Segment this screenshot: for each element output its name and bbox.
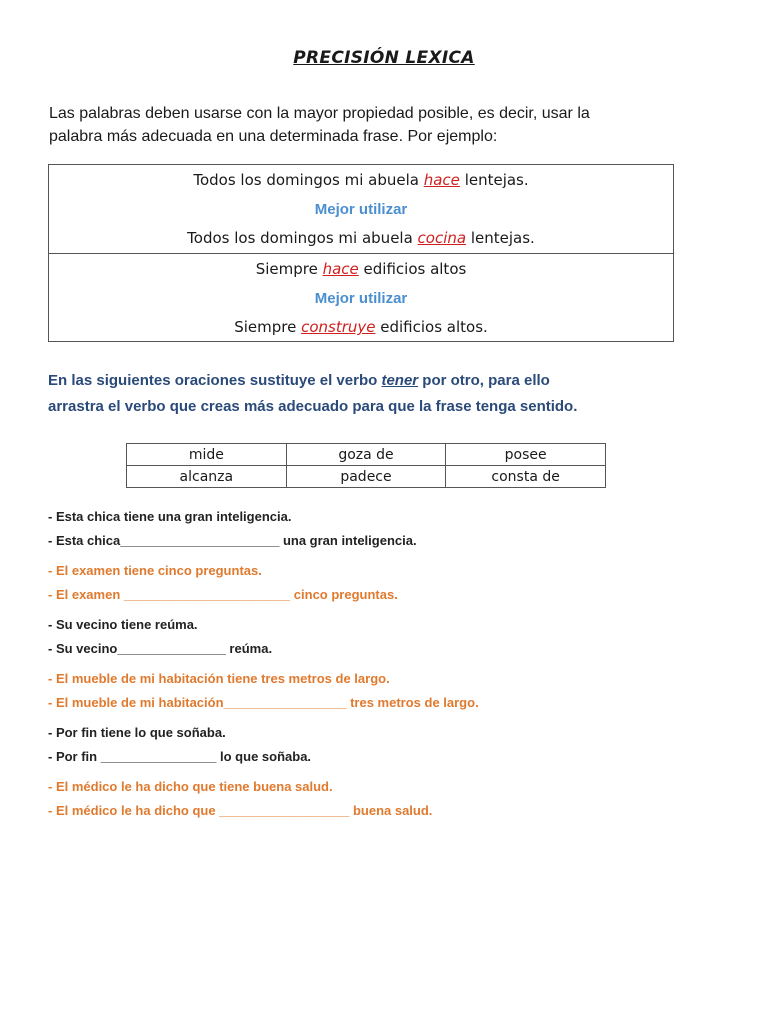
intro-paragraph <box>49 102 729 148</box>
exercise-3-original: - Su vecino tiene reúma. <box>48 617 198 632</box>
examples-box <box>48 164 674 342</box>
exercise-4-original: - El mueble de mi habitación tiene tres metros de largo. <box>48 671 390 686</box>
sentence-text: Siempre <box>255 260 323 278</box>
sentence-text: - Por fin <box>48 749 101 764</box>
example-block-1 <box>49 165 673 254</box>
sentence-text: - Esta chica <box>48 533 121 548</box>
drop-blank[interactable]: ______________________ <box>120 533 280 548</box>
example-original-sentence <box>49 165 673 195</box>
exercise-2-original: - El examen tiene cinco preguntas. <box>48 563 262 578</box>
sentence-text: reúma. <box>225 641 273 656</box>
sentence-text: edificios altos. <box>375 318 488 336</box>
sentence-text: - El examen <box>48 587 124 602</box>
instruction-text <box>48 368 728 420</box>
sentence-text: - El mueble de mi habitación <box>48 695 224 710</box>
exercise-1-fill <box>48 529 738 553</box>
example-improved-sentence <box>49 224 673 253</box>
sentence-text: Todos los domingos mi abuela <box>193 171 424 189</box>
drop-blank[interactable]: _______________ <box>117 641 226 656</box>
sentence-text: - El médico le ha dicho que <box>48 803 220 818</box>
better-label: Mejor utilizar <box>314 201 408 218</box>
sentence-text: lentejas. <box>459 171 529 189</box>
exercise-list <box>48 505 738 823</box>
highlighted-verb: hace <box>322 260 359 278</box>
instruction-part: En las siguientes oraciones sustituye el verbo <box>48 372 382 389</box>
draggable-verb-consta-de[interactable]: consta de <box>446 466 606 488</box>
exercise-2-fill <box>48 583 738 607</box>
verb-options-table <box>126 443 606 488</box>
highlighted-verb: cocina <box>417 229 467 247</box>
sentence-text: una gran inteligencia. <box>279 533 417 548</box>
verb-row <box>127 466 606 488</box>
drop-blank[interactable]: _______________________ <box>123 587 291 602</box>
draggable-verb-mide[interactable]: mide <box>127 444 287 466</box>
sentence-text: cinco preguntas. <box>290 587 398 602</box>
sentence-text: lentejas. <box>466 229 535 247</box>
highlighted-verb: hace <box>423 171 460 189</box>
intro-line-1: Las palabras deben usarse con la mayor propiedad posible, es decir, usar la <box>49 105 590 122</box>
sentence-text: tres metros de largo. <box>346 695 479 710</box>
exercise-6-original: - El médico le ha dicho que tiene buena salud. <box>48 779 333 794</box>
sentence-text: edificios altos <box>358 260 467 278</box>
instruction-part: por otro, para ello <box>418 372 550 389</box>
intro-line-2: palabra más adecuada en una determinada frase. Por ejemplo: <box>49 128 498 145</box>
page-title: PRECISIÓN LEXICA <box>293 48 475 68</box>
sentence-text: Siempre <box>234 318 302 336</box>
exercise-5-original: - Por fin tiene lo que soñaba. <box>48 725 226 740</box>
instruction-line-1 <box>48 368 728 394</box>
example-original-sentence <box>49 254 673 284</box>
draggable-verb-posee[interactable]: posee <box>446 444 606 466</box>
sentence-text: Todos los domingos mi abuela <box>187 229 418 247</box>
exercise-3-fill <box>48 637 738 661</box>
draggable-verb-padece[interactable]: padece <box>286 466 446 488</box>
draggable-verb-alcanza[interactable]: alcanza <box>127 466 287 488</box>
target-verb: tener <box>381 372 419 389</box>
example-improved-sentence <box>49 313 673 342</box>
instruction-line-2: arrastra el verbo que creas más adecuado para que la frase tenga sentido. <box>48 398 578 415</box>
exercise-1-original: - Esta chica tiene una gran inteligencia. <box>48 509 292 524</box>
exercise-6-fill <box>48 799 738 823</box>
draggable-verb-goza-de[interactable]: goza de <box>286 444 446 466</box>
highlighted-verb: construye <box>301 318 376 336</box>
better-label: Mejor utilizar <box>314 290 408 307</box>
exercise-5-fill <box>48 745 738 769</box>
sentence-text: lo que soñaba. <box>216 749 312 764</box>
sentence-text: - Su vecino <box>48 641 118 656</box>
verb-row <box>127 444 606 466</box>
drop-blank[interactable]: ________________ <box>100 749 217 764</box>
drop-blank[interactable]: __________________ <box>219 803 350 818</box>
drop-blank[interactable]: _________________ <box>223 695 347 710</box>
exercise-4-fill <box>48 691 738 715</box>
example-block-2 <box>49 254 673 343</box>
sentence-text: buena salud. <box>349 803 433 818</box>
